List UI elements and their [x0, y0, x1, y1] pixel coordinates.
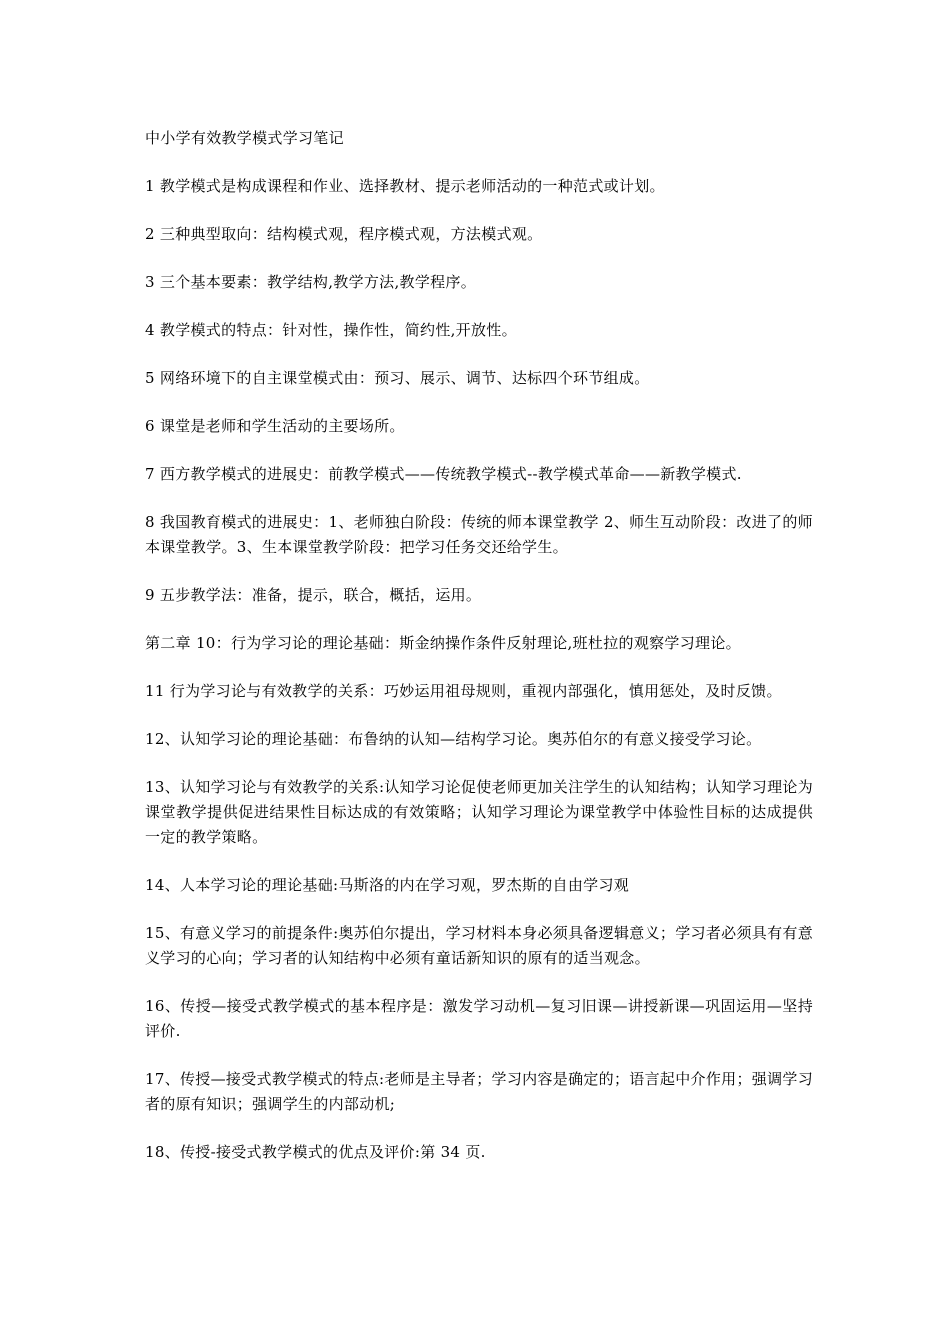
paragraph-16: 16、传授—接受式教学模式的基本程序是：激发学习动机—复习旧课—讲授新课—巩固运用—坚持评价.	[145, 997, 813, 1040]
paragraph-5: 5 网络环境下的自主课堂模式由：预习、展示、调节、达标四个环节组成。	[145, 369, 650, 387]
document-title: 中小学有效教学模式学习笔记	[145, 129, 344, 147]
paragraph-15: 15、有意义学习的前提条件:奥苏伯尔提出，学习材料本身必须具备逻辑意义；学习者必须具有有意义学习的心向；学习者的认知结构中必须有童话新知识的原有的适当观念。	[145, 924, 813, 967]
paragraph-4: 4 教学模式的特点：针对性，操作性，简约性,开放性。	[145, 321, 517, 339]
paragraph-1: 1 教学模式是构成课程和作业、选择教材、提示老师活动的一种范式或计划。	[145, 177, 665, 195]
paragraph-10: 第二章 10：行为学习论的理论基础：斯金纳操作条件反射理论,班杜拉的观察学习理论。	[145, 634, 741, 652]
paragraph-11: 11 行为学习论与有效教学的关系：巧妙运用祖母规则，重视内部强化，慎用惩处，及时反馈。	[145, 682, 782, 700]
document-body	[145, 126, 813, 1188]
paragraph-12: 12、认知学习论的理论基础：布鲁纳的认知—结构学习论。奥苏伯尔的有意义接受学习论。	[145, 730, 762, 748]
paragraph-2: 2 三种典型取向：结构模式观，程序模式观，方法模式观。	[145, 225, 543, 243]
paragraph-8: 8 我国教育模式的进展史：1、老师独白阶段：传统的师本课堂教学 2、师生互动阶段：改进了的师本课堂教学。3、生本课堂教学阶段：把学习任务交还给学生。	[145, 513, 813, 556]
paragraph-13: 13、认知学习论与有效教学的关系:认知学习论促使老师更加关注学生的认知结构；认知学习理论为课堂教学提供促进结果性目标达成的有效策略；认知学习理论为课堂教学中体验性目标的达成提供一定的教学策略。	[145, 778, 813, 846]
paragraph-18: 18、传授-接受式教学模式的优点及评价:第 34 页.	[145, 1143, 486, 1161]
paragraph-6: 6 课堂是老师和学生活动的主要场所。	[145, 417, 405, 435]
paragraph-17: 17、传授—接受式教学模式的特点:老师是主导者；学习内容是确定的；语言起中介作用；强调学习者的原有知识；强调学生的内部动机;	[145, 1070, 813, 1113]
paragraph-3: 3 三个基本要素：教学结构,教学方法,教学程序。	[145, 273, 477, 291]
paragraph-7: 7 西方教学模式的进展史：前教学模式——传统教学模式--教学模式革命——新教学模式.	[145, 465, 742, 483]
paragraph-14: 14、人本学习论的理论基础:马斯洛的内在学习观，罗杰斯的自由学习观	[145, 876, 630, 894]
paragraph-9: 9 五步教学法：准备，提示，联合，概括，运用。	[145, 586, 482, 604]
